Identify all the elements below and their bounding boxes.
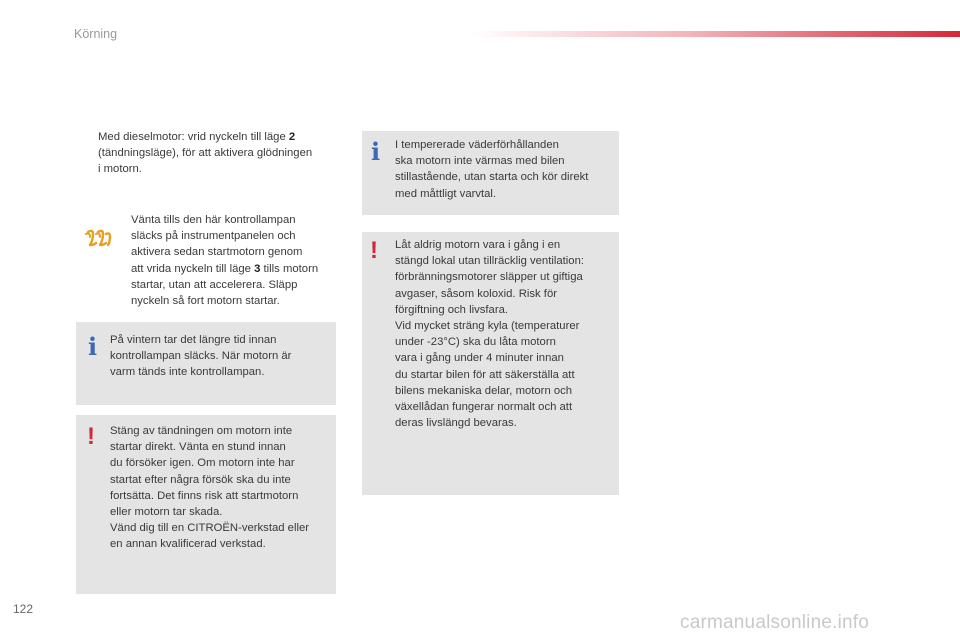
section-title: Körning: [74, 27, 118, 41]
warning-box-ventilation: [362, 232, 619, 495]
glow-lamp-text: Vänta tills den här kontrollampan släcks på instrumentpanelen och aktivera sedan startmotorn genom att vrida nyckeln till läge 3 tills motorn startar, utan att accelerera. Släpp nyckeln så fort motorn startar.: [131, 214, 319, 308]
warning-icon: !: [87, 423, 95, 450]
warning-box-ventilation-text: Låt aldrig motorn vara i gång i en stängd lokal utan tillräcklig ventilation: förbränningsmotorer släpper ut giftiga avgaser, såsom koloxid. Risk för förgiftning och livsfara. Vid mycket sträng kyla (temperaturer under -23°C) ska du låta motorn vara i gång under 4 minuter innan du startar bilen för att säkerställa att bilens mekaniska delar, motorn och växellådan fungerar normalt och att deras livslängd bevaras.: [395, 239, 585, 430]
page-number: 122: [13, 602, 34, 616]
diesel-instruction-text: Med dieselmotor: vrid nyckeln till läge 2 (tändningsläge), för att aktivera glödningen i motorn.: [98, 131, 313, 176]
glow-plug-icon: [84, 228, 118, 248]
watermark: carmanualsonline.info: [680, 612, 870, 633]
info-box-winter: [76, 322, 336, 405]
warning-box-starter: [76, 415, 336, 594]
warning-box-starter-text: Stäng av tändningen om motorn inte startar direkt. Vänta en stund innan du försöker igen. Om motorn inte har startat efter några försök ska du inte fortsätta. Det finns risk att startmotorn eller motorn tar skada. Vänd dig till en CITROËN-verkstad eller en annan kvalificerad verkstad.: [110, 425, 310, 551]
info-box-temperate-text: I tempererade väderförhållanden ska motorn inte värmas med bilen stillastående, utan starta och kör direkt med måttligt varvtal.: [395, 139, 589, 200]
info-box-temperate: [362, 131, 619, 215]
info-icon: i: [371, 137, 381, 166]
warning-icon: !: [370, 237, 378, 264]
header-accent-bar: [470, 31, 960, 37]
info-box-winter-text: På vintern tar det längre tid innan kontrollampan släcks. När motorn är varm tänds inte kontrollampan.: [110, 334, 292, 379]
info-icon: i: [88, 332, 98, 361]
